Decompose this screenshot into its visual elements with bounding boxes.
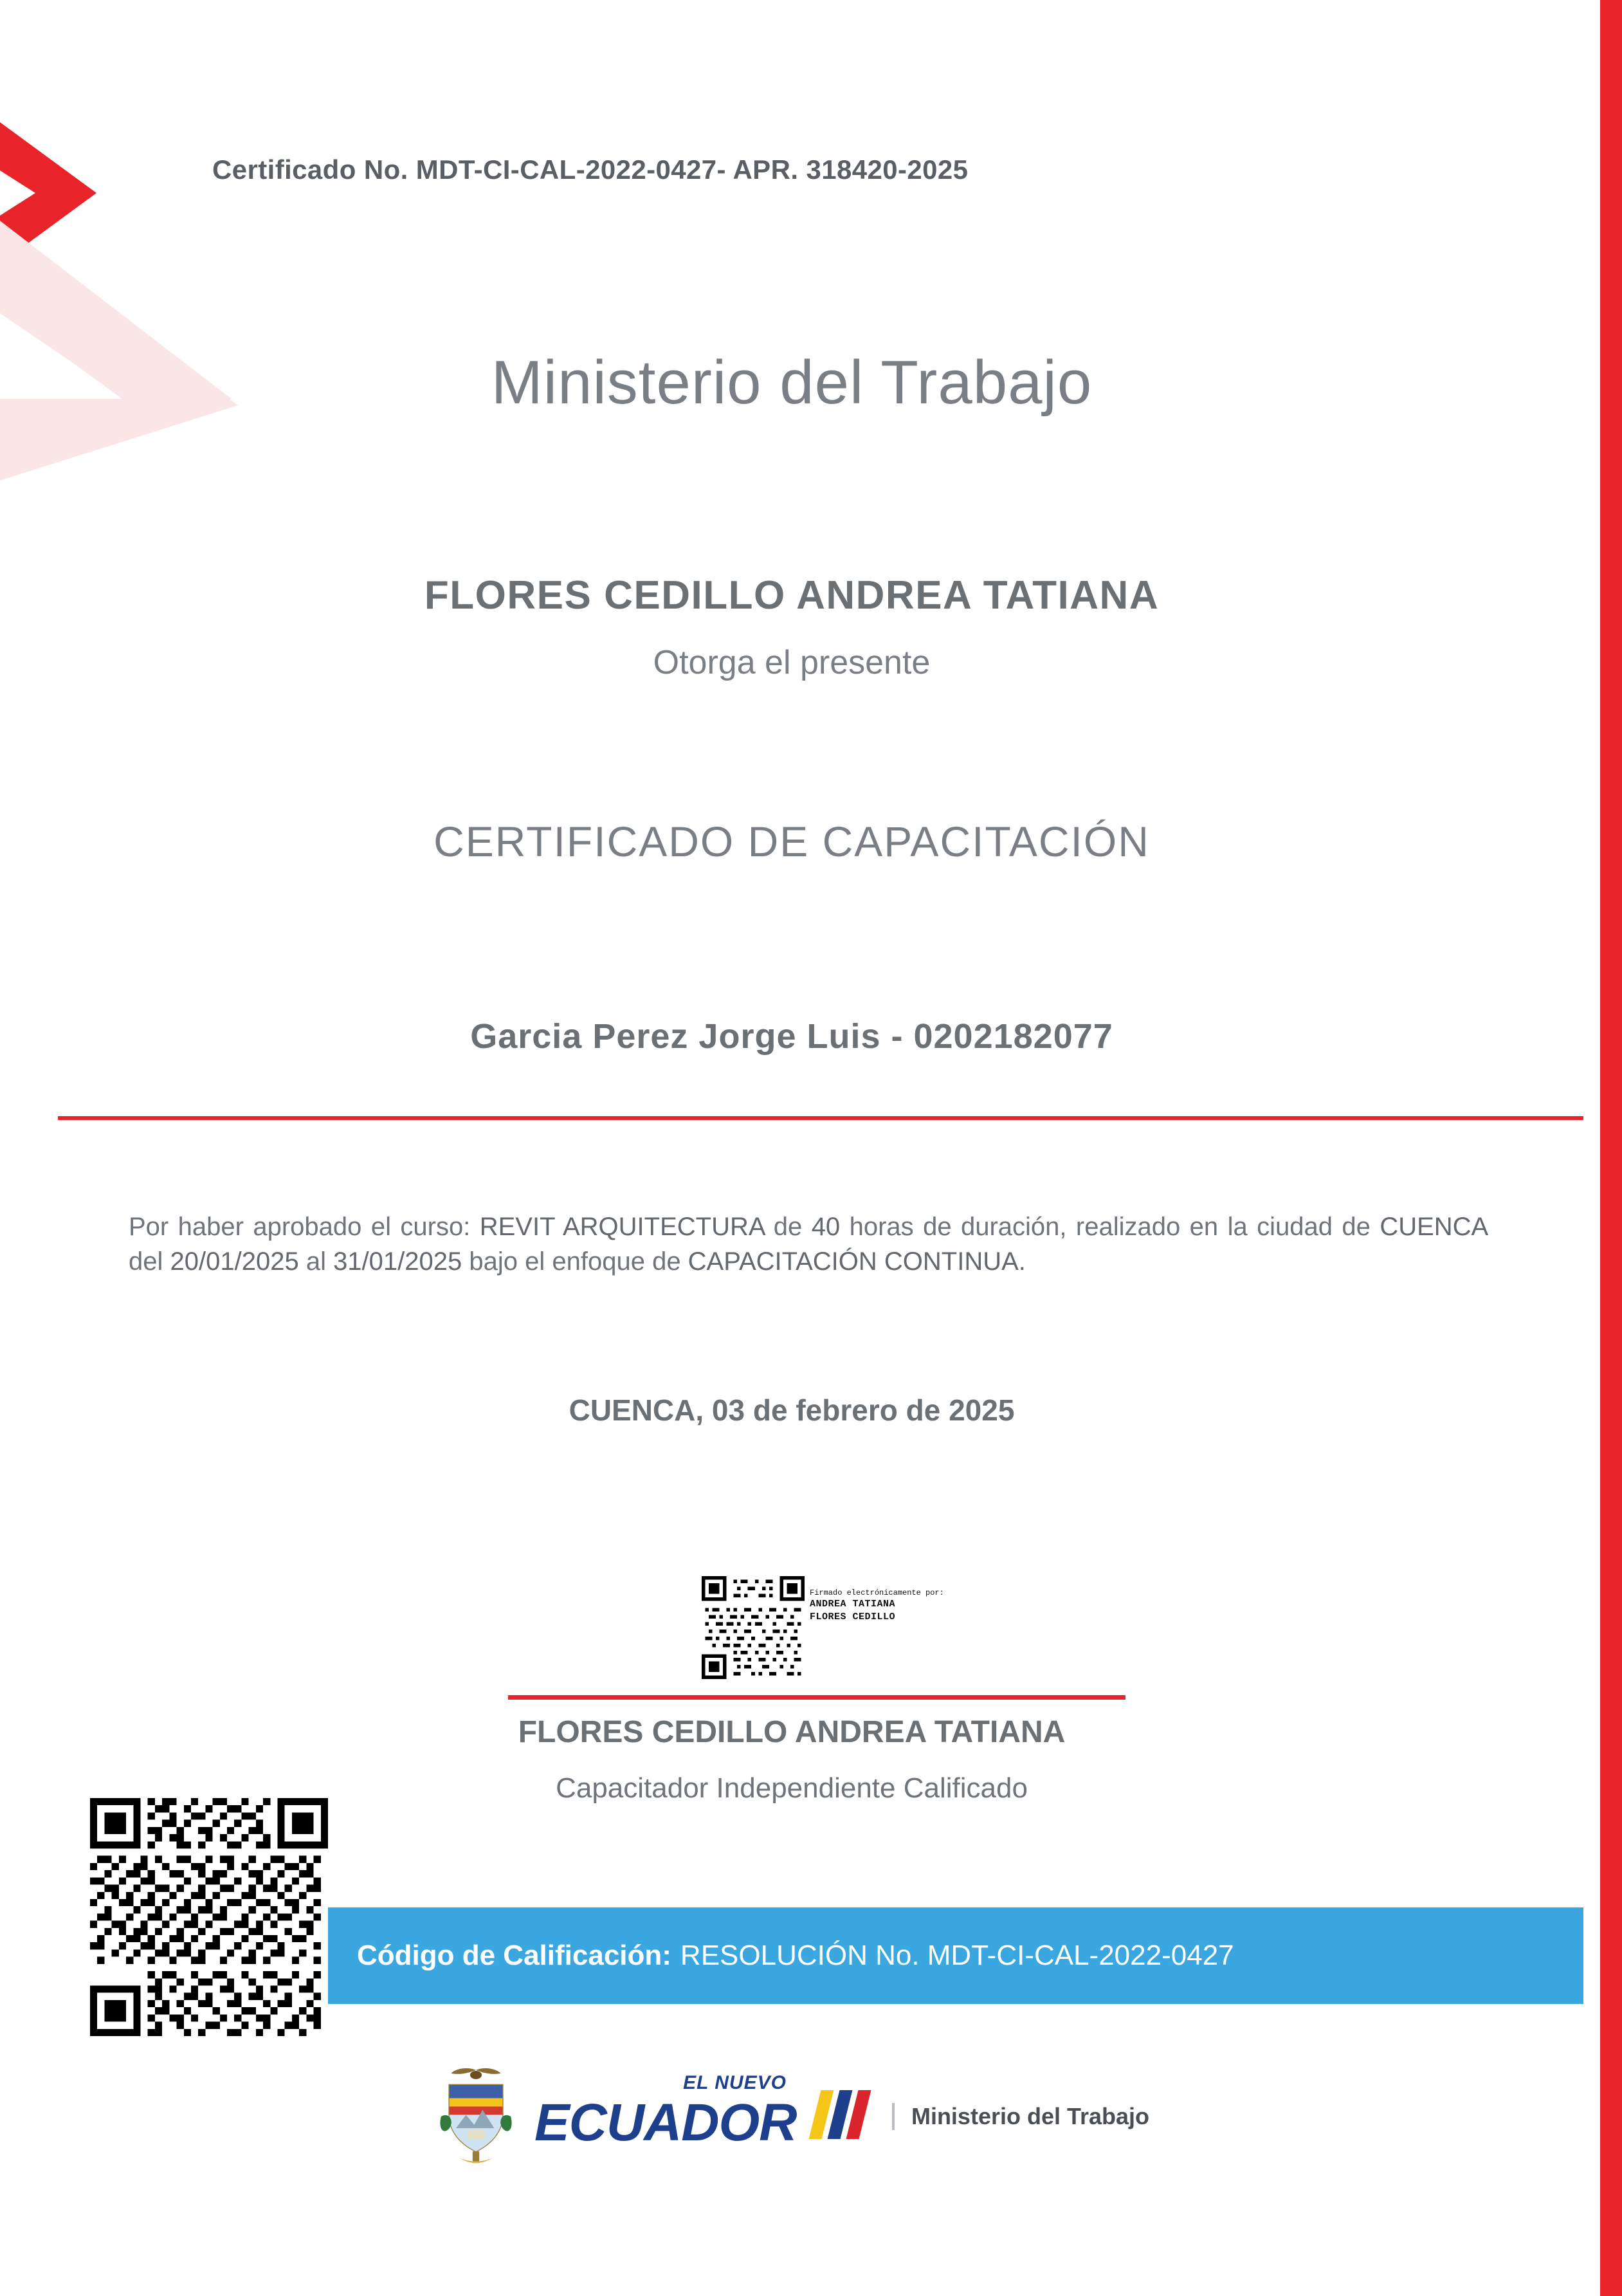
body-part6: bajo el enfoque de (462, 1247, 688, 1276)
body-part4: del (129, 1247, 170, 1276)
body-end-date: 31/01/2025 (333, 1247, 462, 1276)
signature-qr-icon (702, 1570, 805, 1685)
body-start-date: 20/01/2025 (170, 1247, 299, 1276)
certificate-title: CERTIFICADO DE CAPACITACIÓN (433, 818, 1150, 865)
stamp-line-3: FLORES CEDILLO (810, 1612, 896, 1623)
el-nuevo-label: EL NUEVO (683, 2072, 787, 2093)
certificate-body (129, 1209, 1487, 1279)
right-red-stripe (1600, 0, 1622, 2296)
stamp-line-2: ANDREA TATIANA (810, 1599, 896, 1610)
footer-logos (0, 2065, 1583, 2168)
body-hours: 40 (811, 1213, 841, 1241)
signature-rule (508, 1695, 1125, 1700)
place-and-date: CUENCA, 03 de febrero de 2025 (569, 1393, 1015, 1427)
el-nuevo-ecuador-logo (534, 2068, 869, 2165)
body-part5: al (298, 1247, 334, 1276)
verification-qr-icon[interactable] (90, 1798, 328, 2036)
certificate-number: Certificado No. MDT-CI-CAL-2022-0427- APR. 318420-2025 (212, 154, 969, 185)
ecuador-label: ECUADOR (534, 2093, 797, 2152)
right-stripe-gap (1594, 0, 1600, 2296)
body-course: REVIT ARQUITECTURA (479, 1213, 765, 1241)
qualification-code-label: Código de Calificación: (357, 1940, 671, 1971)
institution-title: Ministerio del Trabajo (491, 348, 1093, 417)
body-part1: Por haber aprobado el curso: (129, 1213, 480, 1241)
divider-rule (58, 1116, 1583, 1120)
ministry-label: Ministerio del Trabajo (892, 2103, 1149, 2130)
body-city: CUENCA (1380, 1213, 1488, 1241)
qualification-code-bar (328, 1907, 1583, 2004)
signer-name: FLORES CEDILLO ANDREA TATIANA (518, 1715, 1066, 1749)
signature-area (0, 1570, 1583, 1692)
body-modality: CAPACITACIÓN CONTINUA. (688, 1247, 1026, 1276)
electronic-signature-stamp (663, 1570, 944, 1689)
body-part3: horas de duración, realizado en la ciudad de (840, 1213, 1380, 1241)
signer-role: Capacitador Independiente Calificado (556, 1772, 1028, 1804)
grants-line: Otorga el presente (653, 644, 931, 681)
flag-bars-icon (815, 2090, 865, 2139)
issuer-name: FLORES CEDILLO ANDREA TATIANA (424, 573, 1160, 618)
qualification-code-value: RESOLUCIÓN No. MDT-CI-CAL-2022-0427 (680, 1940, 1234, 1971)
recipient-name: Garcia Perez Jorge Luis - 0202182077 (470, 1017, 1113, 1056)
stamp-line-1: Firmado electrónicamente por: (810, 1588, 944, 1597)
signature-stamp-text (810, 1588, 944, 1624)
ecuador-coat-of-arms-icon (434, 2065, 518, 2168)
body-part2: de (764, 1213, 812, 1241)
